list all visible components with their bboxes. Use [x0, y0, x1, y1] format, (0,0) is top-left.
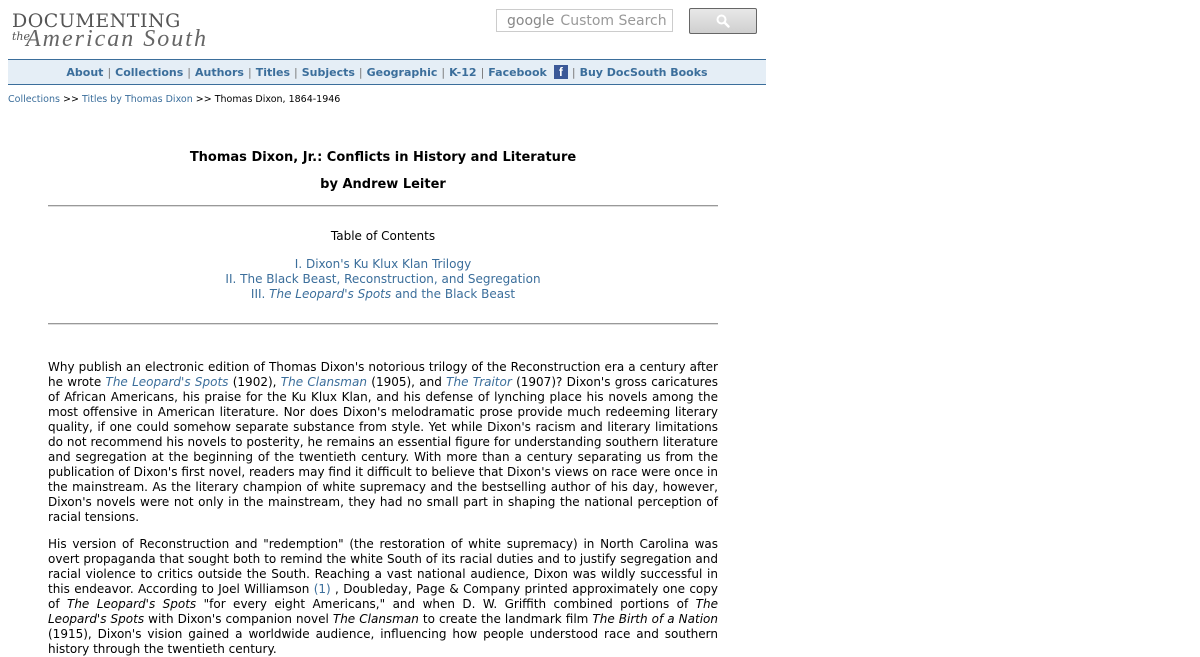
nav-separator: | [107, 65, 112, 79]
search-input[interactable] [496, 9, 673, 32]
nav-authors[interactable]: Authors [195, 65, 244, 79]
toc-link-1[interactable]: I. Dixon's Ku Klux Klan Trilogy [294, 257, 472, 271]
logo-line-documenting: DOCUMENTING [12, 10, 181, 32]
google-brand-label: google [507, 12, 555, 29]
nav-subjects[interactable]: Subjects [301, 65, 355, 79]
main-nav [8, 59, 766, 85]
facebook-icon[interactable]: f [554, 65, 568, 79]
nav-facebook[interactable]: Facebook [488, 65, 547, 79]
nav-separator: | [571, 65, 576, 79]
breadcrumb-collections[interactable]: Collections [8, 94, 60, 105]
link-leopards-spots[interactable]: The Leopard's Spots [105, 375, 229, 389]
paragraph-1: Why publish an electronic edition of Thomas Dixon's notorious trilogy of the Reconstruction era a century after he wrote The Leopard's Spots (1902), The Clansman (1905), and The Traitor (1907)? Dixon's gross caricatures of African Americans, his praise for the Ku Klux Klan, and his defense of lynching place his novels among the most offensive in American literature. Nor does Dixon's melodramatic prose provide much redeeming literary quality, if one could somehow separate substance from style. Yet while Dixon's racism and literary limitations do not recommend his novels to posterity, he remains an essential figure for understanding southern literature and segregation at the beginning of the twentieth century. With more than a century separating us from the publication of Dixon's first novel, readers may find it difficult to believe that Dixon's views on race were once in the mainstream. As the literary champion of white supremacy and the bestselling author of his day, however, Dixon's novels were not only in the mainstream, they had no small part in shaping the national perception of racial tensions. [48, 360, 718, 524]
byline: by Andrew Leiter [320, 177, 446, 192]
breadcrumb-separator: >> [62, 94, 79, 105]
nav-separator: | [441, 65, 446, 79]
search-button[interactable] [689, 8, 757, 34]
toc-link-2[interactable]: II. The Black Beast, Reconstruction, and Segregation [225, 272, 541, 286]
toc-item [48, 272, 718, 287]
nav-separator: | [247, 65, 252, 79]
logo-the: the [12, 30, 31, 43]
toc-link-3[interactable]: III. The Leopard's Spots and the Black Beast [250, 287, 516, 301]
magnifier-icon [716, 14, 730, 28]
logo-line-american-south: American South [26, 26, 208, 52]
nav-titles[interactable]: Titles [255, 65, 290, 79]
nav-separator: | [187, 65, 191, 79]
breadcrumb-current: Thomas Dixon, 1864-1946 [214, 94, 341, 105]
page-title: Thomas Dixon, Jr.: Conflicts in History and Literature [189, 150, 577, 165]
article [48, 148, 718, 657]
toc-heading: Table of Contents [330, 229, 436, 243]
nav-separator: | [294, 65, 298, 79]
nav-about[interactable]: About [66, 65, 104, 79]
divider [48, 205, 718, 207]
breadcrumb-titles-by-dixon[interactable]: Titles by Thomas Dixon [81, 94, 193, 105]
divider [48, 323, 718, 325]
link-traitor[interactable]: The Traitor [446, 375, 512, 389]
paragraph-2: His version of Reconstruction and "redemption" (the restoration of white supremacy) in North Carolina was overt propaganda that sought both to remind the white South of its racial duties and to justify segregation and racial violence to critics outside the South. Reaching a vast national audience, Dixon was wildly successful in this endeavor. According to Joel Williamson (1) , Doubleday, Page & Company printed approximately one copy of The Leopard's Spots "for every eight Americans," and when D. W. Griffith combined portions of The Leopard's Spots with Dixon's companion novel The Clansman to create the landmark film The Birth of a Nation (1915), Dixon's vision gained a worldwide audience, influencing how people understood race and southern history through the twentieth century. [48, 537, 718, 656]
toc-item [48, 257, 718, 272]
nav-separator: | [480, 65, 485, 79]
toc-list [48, 257, 718, 302]
breadcrumb [8, 94, 340, 105]
search-placeholder: Custom Search [560, 12, 667, 29]
link-clansman[interactable]: The Clansman [280, 375, 367, 389]
nav-collections[interactable]: Collections [115, 65, 184, 79]
breadcrumb-separator: >> [195, 94, 212, 105]
nav-k12[interactable]: K-12 [449, 65, 477, 79]
toc-item [48, 287, 718, 302]
nav-buy-books[interactable]: Buy DocSouth Books [579, 65, 708, 79]
nav-geographic[interactable]: Geographic [366, 65, 438, 79]
footnote-link-1[interactable]: (1) [313, 582, 331, 596]
nav-separator: | [358, 65, 363, 79]
site-logo[interactable] [12, 10, 232, 52]
